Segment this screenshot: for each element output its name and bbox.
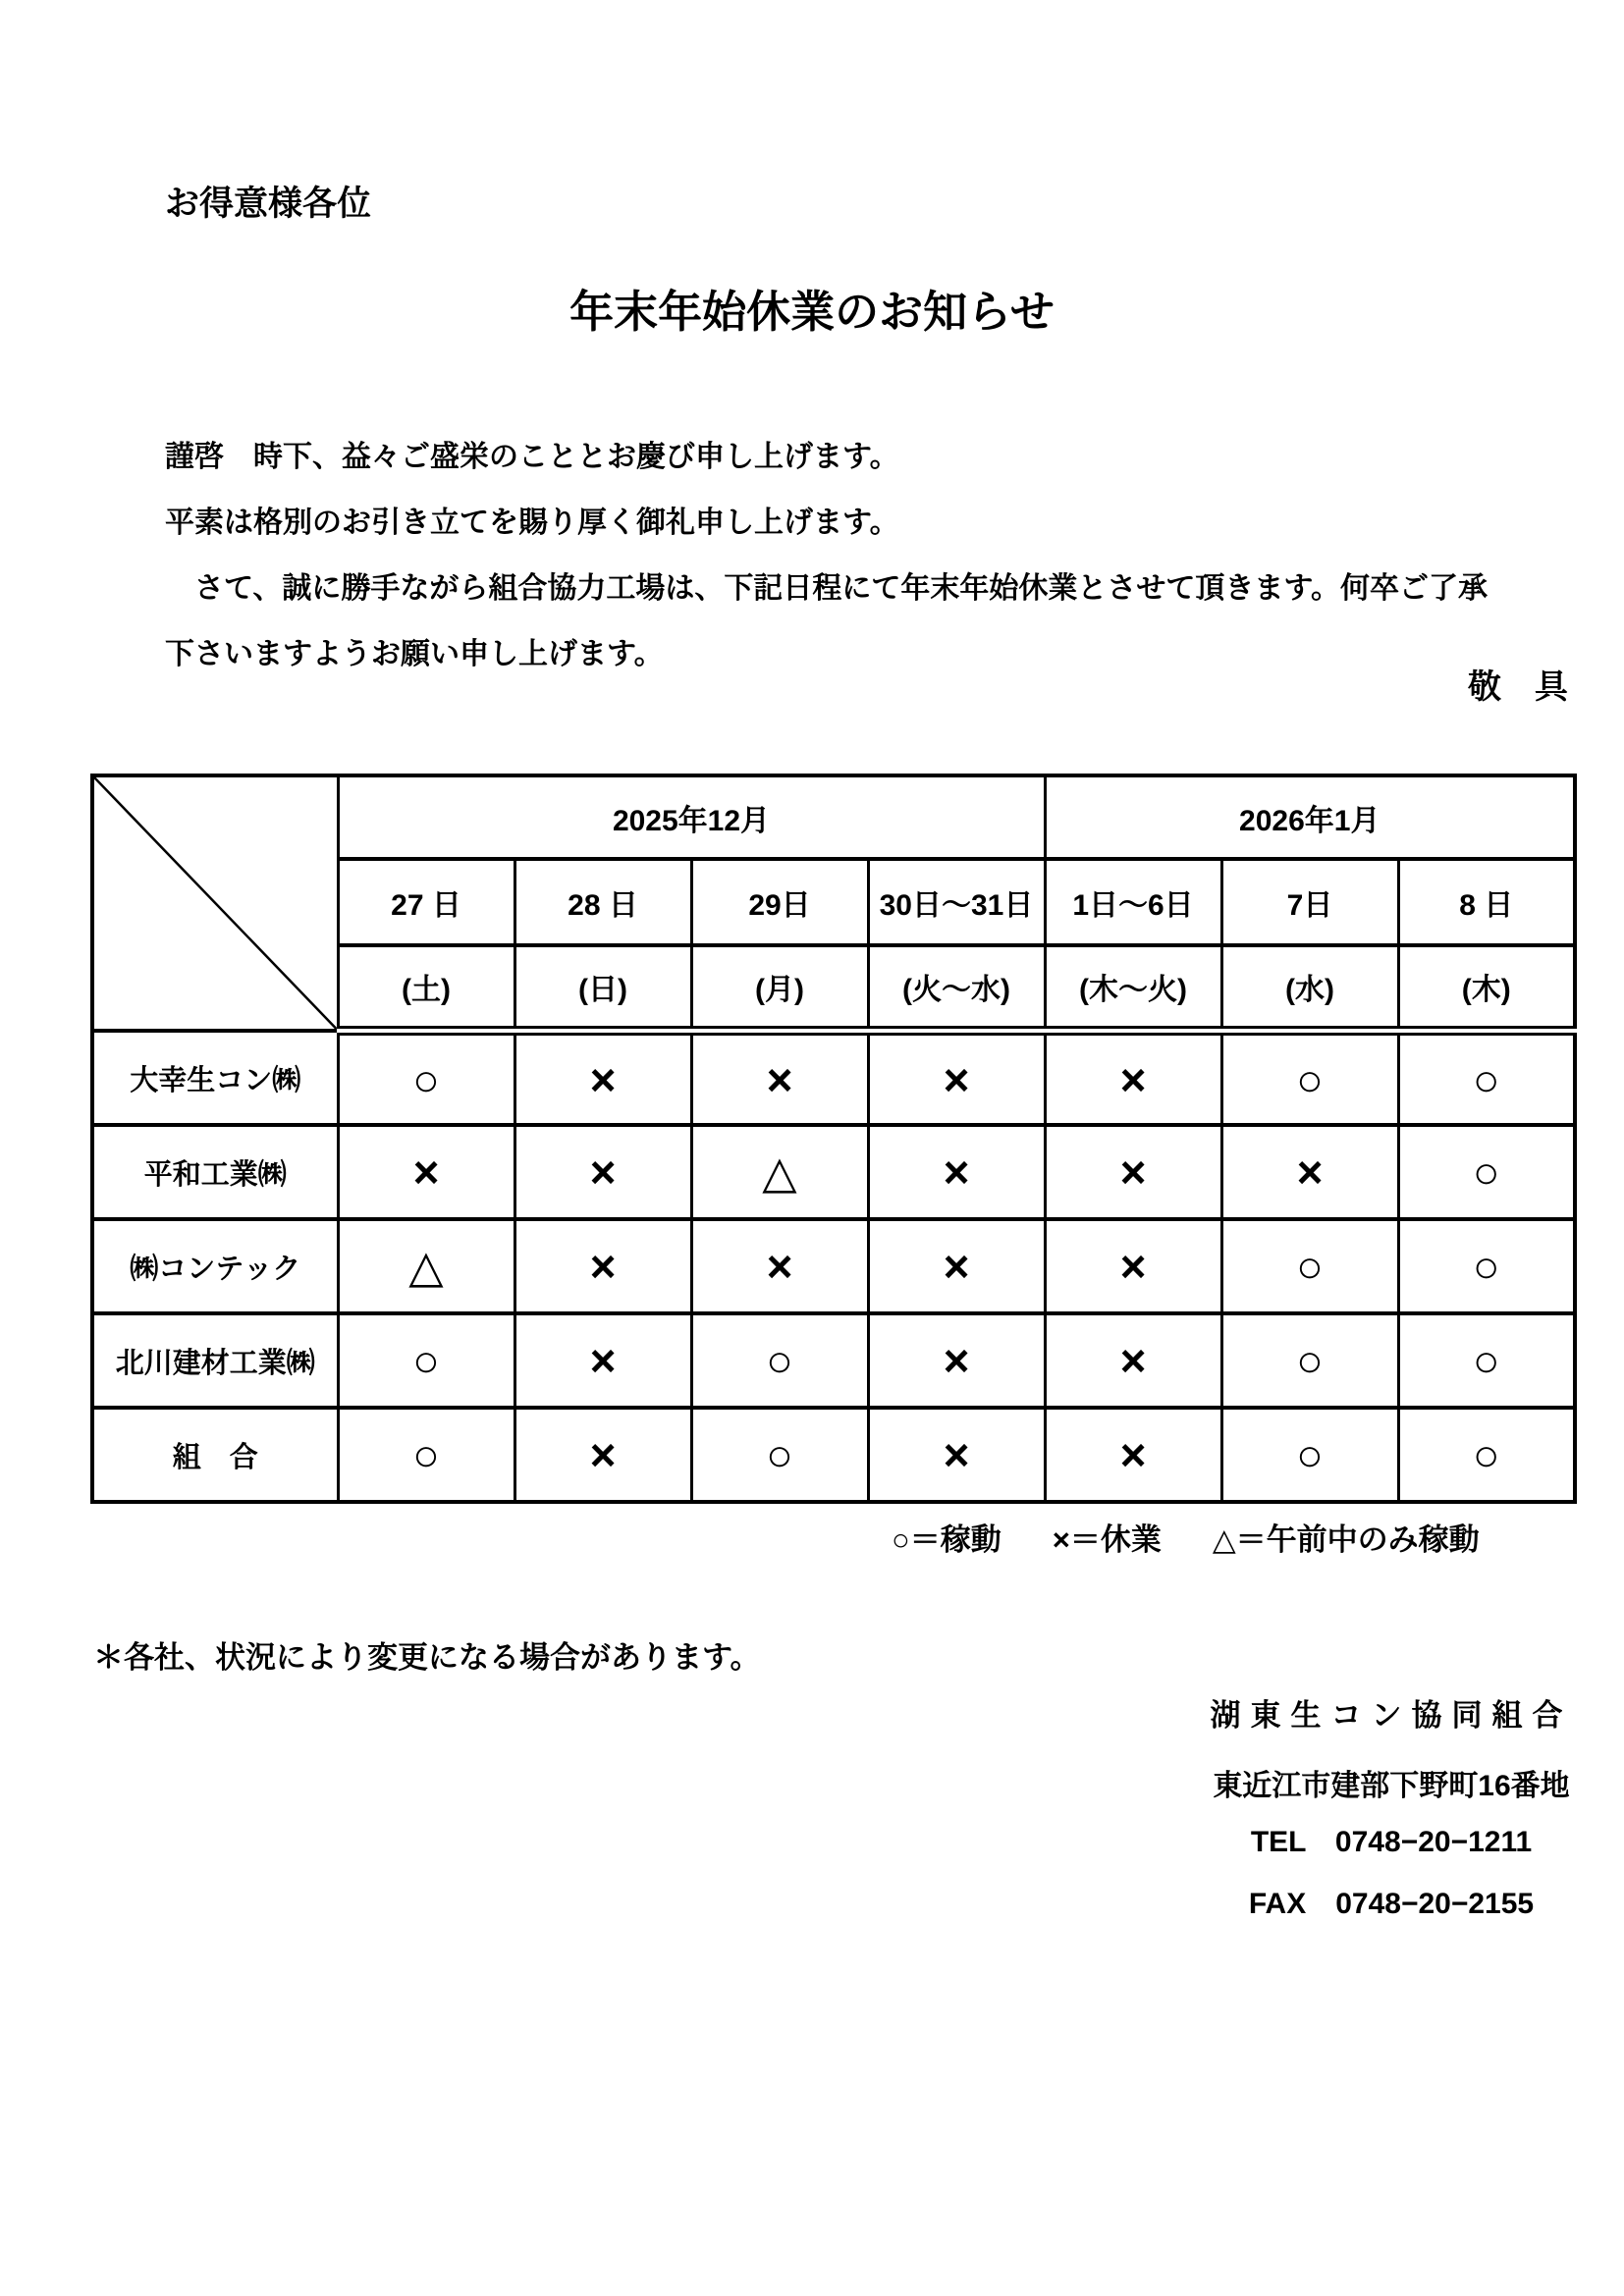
legend-item: ○＝稼動 [892,1522,1001,1557]
status-cell: × [514,1408,691,1502]
status-cell: ○ [338,1408,514,1502]
status-cell: × [868,1031,1045,1125]
weekday-header: (水) [1221,945,1398,1031]
status-cell: ○ [1221,1313,1398,1408]
status-cell: ○ [691,1408,868,1502]
status-cell: × [868,1125,1045,1219]
weekday-header: (土) [338,945,514,1031]
diagonal-line [94,777,337,1029]
date-header: 1日～6日 [1045,859,1221,945]
table-row [92,1031,1575,1125]
date-header: 28 日 [514,859,691,945]
table-row [92,1125,1575,1219]
legend-item: △＝午前中のみ稼動 [1212,1522,1480,1557]
table-row [92,1408,1575,1502]
legend-item: ×＝休業 [1052,1522,1162,1557]
table-row [92,1219,1575,1313]
company-name: 北川建材工業㈱ [92,1313,338,1408]
month-header: 2026年1月 [1045,775,1575,859]
recipient-line: お得意様各位 [165,185,372,223]
weekday-header: (日) [514,945,691,1031]
closing-word: 敬 具 [1468,668,1568,706]
holiday-schedule-table [90,774,1577,1504]
date-header: 7日 [1221,859,1398,945]
body-line: 下さいますようお願い申し上げます。 [165,638,664,670]
tel-line: TEL 0748−20−1211 [1250,1826,1533,1858]
status-cell: ○ [1398,1408,1575,1502]
date-header: 27 日 [338,859,514,945]
status-cell: △ [691,1125,868,1219]
status-cell: × [691,1219,868,1313]
weekday-header: (木) [1398,945,1575,1031]
status-cell: ○ [1398,1313,1575,1408]
status-cell: × [338,1125,514,1219]
weekday-header: (木～火) [1045,945,1221,1031]
table-row [92,1313,1575,1408]
month-header: 2025年12月 [338,775,1045,859]
status-cell: × [1045,1125,1221,1219]
status-cell: × [1045,1408,1221,1502]
status-cell: ○ [338,1031,514,1125]
status-cell: × [868,1219,1045,1313]
status-cell: ○ [1398,1219,1575,1313]
status-cell: ○ [1221,1219,1398,1313]
status-cell: × [868,1313,1045,1408]
status-cell: × [514,1219,691,1313]
status-cell: ○ [1221,1408,1398,1502]
footer-block [1206,1690,1577,1922]
status-cell: ○ [691,1313,868,1408]
date-header: 8 日 [1398,859,1575,945]
weekday-header: (火～水) [868,945,1045,1031]
company-name: 大幸生コン㈱ [92,1031,338,1125]
status-cell: ○ [1398,1125,1575,1219]
body-line: 平素は格別のお引き立てを賜り厚く御礼申し上げます。 [165,507,899,539]
fax-line: FAX 0748−20−2155 [1248,1888,1535,1920]
weekday-header: (月) [691,945,868,1031]
corner-cell [92,775,338,1031]
status-cell: × [1045,1031,1221,1125]
date-header: 30日～31日 [868,859,1045,945]
status-cell: × [868,1408,1045,1502]
status-cell: △ [338,1219,514,1313]
address-line: 東近江市建部下野町16番地 [1213,1770,1570,1802]
status-cell: × [514,1125,691,1219]
company-name: 組 合 [92,1408,338,1502]
status-cell: × [514,1031,691,1125]
page-title: 年末年始休業のお知らせ [569,287,1055,337]
body-line: さて、誠に勝手ながら組合協力工場は、下記日程にて年末年始休業とさせて頂きます。何卒ご了承 [165,572,1488,605]
status-cell: × [514,1313,691,1408]
organization-name: 湖東生コン協同組合 [1210,1698,1573,1733]
date-header: 29日 [691,859,868,945]
status-cell: × [1045,1313,1221,1408]
body-line: 謹啓 時下、益々ご盛栄のこととお慶び申し上げます。 [165,441,899,473]
status-cell: × [1221,1125,1398,1219]
status-cell: ○ [1398,1031,1575,1125]
company-name: ㈱コンテック [92,1219,338,1313]
status-cell: ○ [1221,1031,1398,1125]
company-name: 平和工業㈱ [92,1125,338,1219]
note-line: ＊各社、状況により変更になる場合があります。 [93,1640,761,1675]
status-cell: ○ [338,1313,514,1408]
legend [892,1515,1480,1559]
month-header-row [92,775,1575,859]
status-cell: × [1045,1219,1221,1313]
status-cell: × [691,1031,868,1125]
body-text [165,424,1540,687]
